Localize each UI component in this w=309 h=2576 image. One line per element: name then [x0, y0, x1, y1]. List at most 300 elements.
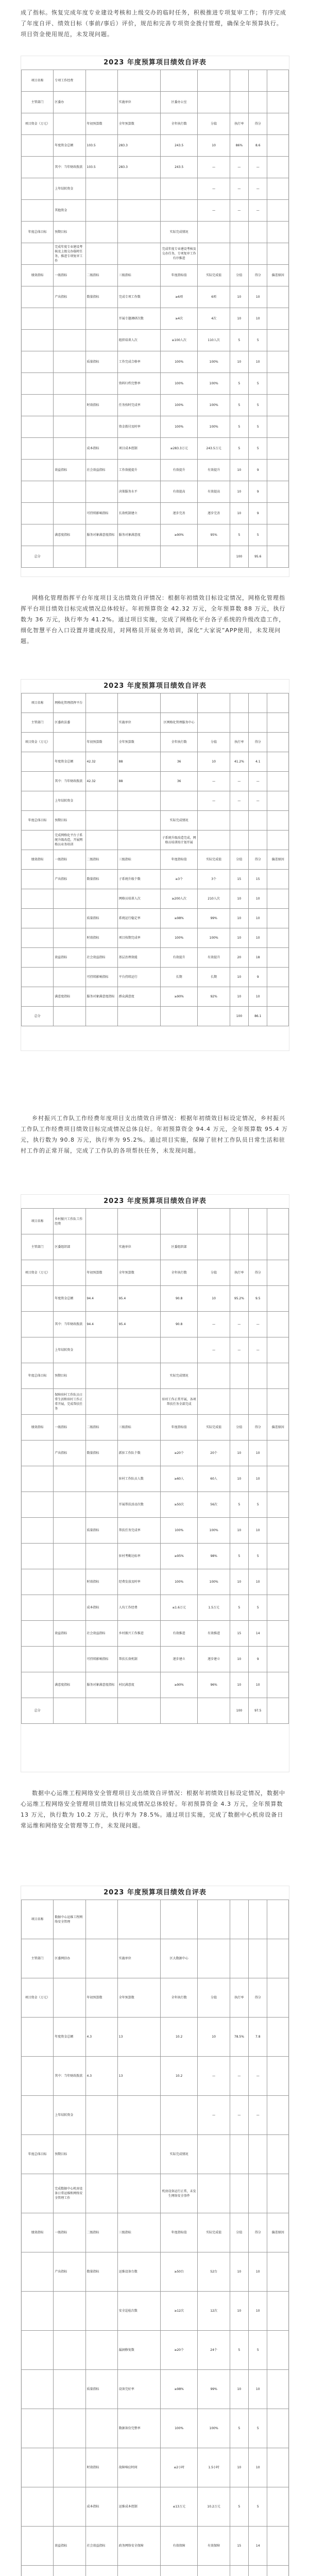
table-cell: 100: [230, 1698, 248, 1724]
table-cell: 项目名称: [22, 70, 54, 92]
table-cell: 其中：当年财政拨款: [54, 2057, 85, 2096]
table-cell: [160, 1900, 198, 1939]
table-cell: [267, 1518, 289, 1544]
table-cell: [249, 693, 267, 713]
table-cell: 项目名称: [22, 1900, 54, 1939]
table-cell: 年度指标值: [160, 265, 198, 286]
table-cell: 95.6: [249, 546, 267, 568]
table-cell: 逐步完善: [160, 503, 198, 524]
table-cell: 10: [230, 308, 248, 330]
table-cell: 10: [249, 1672, 267, 1698]
evaluation-grid: [21, 1900, 289, 2576]
table-row: [22, 200, 289, 222]
table-row: [22, 2292, 289, 2331]
table-cell: [230, 70, 248, 92]
table-cell: [54, 968, 85, 987]
table-cell: [267, 2057, 289, 2096]
table-cell: [22, 2292, 54, 2331]
table-cell: 数量指标: [85, 2252, 117, 2292]
table-cell: 区委办: [54, 92, 85, 113]
table-cell: 年度指标值: [160, 2213, 198, 2252]
evaluation-grid: [21, 1208, 289, 1724]
table-cell: [117, 693, 160, 713]
table-cell: 5: [249, 395, 267, 416]
table-cell: 5: [230, 2409, 248, 2448]
table-row: [22, 870, 289, 889]
table-cell: 5: [230, 395, 248, 416]
table-cell: 10: [230, 2292, 248, 2331]
table-cell: 全年预算数: [117, 1260, 160, 1286]
table-cell: [117, 70, 160, 92]
table-cell: 数量指标: [85, 286, 117, 308]
table-cell: 10: [230, 968, 248, 987]
table-cell: [22, 870, 54, 889]
table-cell: 二级指标: [85, 2213, 117, 2252]
section-paragraph-grid-platform: 网格化管理指挥平台年度项目支出绩效自评情况：根据年初绩效目标设定情况，网格化管理指挥平台项目绩效目标完成情况总体较好。年初预算资金 42.32 万元，全年预算数 88 万元，执行数为 36 万元，执行率为 41.2%。通过项目实施，完成了网格化平台各子系统的升级改造工作，细化智慧平台入口设置并建成投用，对网格员开展业务培训，深化“大家说”APP使用，未发现问题。: [21, 595, 286, 645]
table-cell: 项目名称: [22, 693, 54, 713]
table-cell: 社会效益指标: [85, 1621, 117, 1647]
table-cell: [267, 2566, 289, 2576]
table-row: [22, 2057, 289, 2096]
table-cell: —: [249, 791, 267, 811]
table-cell: [267, 1978, 289, 2018]
table-cell: [267, 2135, 289, 2174]
table-cell: [22, 2096, 54, 2135]
table-row: [22, 948, 289, 968]
table-cell: 10: [198, 752, 230, 772]
table-cell: [85, 200, 117, 222]
table-cell: 分值: [230, 2213, 248, 2252]
table-cell: [54, 1647, 85, 1672]
table-cell: 9.5: [249, 1286, 267, 1312]
table-cell: 执行率: [230, 113, 248, 135]
table-cell: ≥95%: [160, 1544, 198, 1569]
table-cell: [249, 2174, 267, 2213]
table-cell: 10: [249, 1440, 267, 1466]
table-cell: 100%: [198, 395, 230, 416]
table-cell: 110人次: [198, 330, 230, 351]
table-cell: 绩效指标: [22, 1415, 54, 1440]
table-cell: 预期目标: [54, 1363, 85, 1389]
table-cell: [267, 1698, 289, 1724]
table-cell: 年度资金总额: [54, 752, 85, 772]
table-row: [22, 713, 289, 733]
table-cell: 完成年度专业建设考核及上级交办临时任务，推进专项复审工作: [54, 243, 85, 265]
table-cell: 5: [230, 2487, 248, 2527]
table-cell: [267, 2252, 289, 2292]
table-cell: 年初预算数: [85, 733, 117, 752]
table-cell: [160, 178, 198, 200]
table-cell: 78.5%: [230, 2018, 248, 2057]
table-cell: 100%: [160, 2409, 198, 2448]
table-cell: [22, 178, 54, 200]
table-cell: [267, 92, 289, 113]
table-cell: 实际完成情况: [160, 811, 198, 831]
table-cell: 9: [249, 460, 267, 481]
table-cell: 5: [230, 1492, 248, 1518]
table-row: [22, 373, 289, 395]
table-cell: 4.3: [85, 2057, 117, 2096]
table-row: [22, 438, 289, 460]
table-cell: 4.3: [85, 2018, 117, 2057]
table-row: [22, 1595, 289, 1621]
table-cell: [54, 2487, 85, 2527]
table-cell: [117, 2135, 160, 2174]
table-title: 2023 年度预算项目绩效自评表: [104, 1889, 207, 1896]
table-cell: 总分: [22, 1007, 54, 1026]
table-cell: [198, 2135, 230, 2174]
table-cell: 服务对象满意度指标: [85, 1672, 117, 1698]
table-row: [22, 1466, 289, 1492]
table-cell: [267, 524, 289, 546]
table-cell: —: [198, 2057, 230, 2096]
table-row: [22, 791, 289, 811]
table-cell: 长期: [198, 968, 230, 987]
table-cell: 20: [230, 948, 248, 968]
table-cell: 10: [249, 909, 267, 928]
table-cell: 漏洞修复数: [117, 2331, 160, 2370]
table-cell: 分值: [230, 850, 248, 870]
table-cell: [22, 1595, 54, 1621]
table-cell: 总分: [22, 546, 54, 568]
table-row: [22, 909, 289, 928]
table-cell: 210人次: [198, 889, 230, 909]
table-cell: 分值: [230, 265, 248, 286]
table-cell: 年度指标值: [160, 850, 198, 870]
table-cell: 100%: [198, 373, 230, 395]
table-cell: [267, 1337, 289, 1363]
table-cell: 10: [230, 909, 248, 928]
table-cell: [198, 2174, 230, 2213]
table-cell: [160, 70, 198, 92]
table-cell: 区委网信办: [54, 1939, 85, 1978]
table-cell: 二级指标: [85, 850, 117, 870]
table-cell: [230, 1939, 248, 1978]
table-cell: 完成数据中心机房设备日常运维和网络安全管理工作: [54, 2174, 85, 2213]
table-cell: 数量指标: [85, 870, 117, 889]
table-cell: 283.3: [117, 157, 160, 178]
table-cell: [85, 1363, 117, 1389]
table-cell: [267, 870, 289, 889]
table-cell: 满意度指标: [54, 524, 85, 546]
table-cell: 成本指标: [85, 438, 117, 460]
table-cell: [85, 1544, 117, 1569]
table-cell: 15: [249, 870, 267, 889]
table-cell: —: [230, 157, 248, 178]
table-cell: 4.1: [249, 752, 267, 772]
table-cell: 5: [230, 524, 248, 546]
table-cell: [22, 1544, 54, 1569]
table-cell: [267, 1440, 289, 1466]
table-row: [22, 2213, 289, 2252]
table-cell: 5: [249, 1595, 267, 1621]
table-cell: 得分: [249, 2213, 267, 2252]
table-cell: 年度总体目标: [22, 2135, 54, 2174]
table-cell: [117, 243, 160, 265]
table-row: [22, 1415, 289, 1440]
table-cell: [117, 2174, 160, 2213]
table-cell: —: [249, 772, 267, 791]
table-cell: 有效提高: [198, 481, 230, 503]
table-cell: [160, 791, 198, 811]
table-cell: 10: [230, 2252, 248, 2292]
table-cell: [22, 351, 54, 373]
table-cell: —: [198, 2096, 230, 2135]
table-cell: [267, 2018, 289, 2057]
table-cell: 年初预算数: [85, 113, 117, 135]
table-cell: [85, 2566, 117, 2576]
table-cell: 区大数据中心: [160, 1939, 198, 1978]
table-cell: [85, 2292, 117, 2331]
table-cell: 5: [249, 2487, 267, 2527]
table-cell: —: [249, 200, 267, 222]
table-cell: 5: [249, 2331, 267, 2370]
table-cell: [22, 2527, 54, 2566]
table-cell: [267, 395, 289, 416]
table-cell: [267, 1286, 289, 1312]
table-cell: 服务对象满意度: [117, 524, 160, 546]
table-cell: [54, 395, 85, 416]
table-cell: 有效提升: [160, 948, 198, 968]
table-row: [22, 243, 289, 265]
table-row: [22, 1260, 289, 1286]
table-cell: 主管部门: [22, 92, 54, 113]
table-cell: [85, 1492, 117, 1518]
table-cell: —: [249, 2057, 267, 2096]
table-row: [22, 889, 289, 909]
table-row: [22, 1939, 289, 1978]
table-cell: [85, 693, 117, 713]
table-cell: 94.4: [85, 1312, 117, 1337]
table-cell: 86.1: [249, 1007, 267, 1026]
table-cell: 10: [230, 460, 248, 481]
table-cell: [230, 1209, 248, 1234]
table-cell: 10: [249, 2252, 267, 2292]
table-row: [22, 752, 289, 772]
table-cell: 5: [230, 1544, 248, 1569]
table-cell: 时效指标: [85, 928, 117, 948]
table-row: [22, 1492, 289, 1518]
table-cell: 偏差原因: [267, 850, 289, 870]
table-cell: 100%: [198, 928, 230, 948]
table-cell: 预期目标: [54, 222, 85, 243]
table-cell: 社会效益指标: [85, 460, 117, 481]
table-cell: [267, 811, 289, 831]
table-cell: 9: [249, 503, 267, 524]
table-cell: [267, 1595, 289, 1621]
table-cell: 10: [230, 928, 248, 948]
table-cell: [267, 1544, 289, 1569]
table-cell: 5: [230, 373, 248, 395]
table-row: [22, 987, 289, 1007]
table-cell: 42.32: [85, 752, 117, 772]
table-cell: [22, 286, 54, 308]
table-cell: [22, 968, 54, 987]
table-cell: 机房设备运行正常，未发生网络安全事件: [160, 2174, 198, 2213]
table-cell: [22, 948, 54, 968]
table-cell: 安全巡检次数: [117, 2292, 160, 2331]
table-cell: 100%: [160, 416, 198, 438]
table-cell: 三级指标: [117, 1415, 160, 1440]
table-cell: ≥6项: [160, 286, 198, 308]
table-cell: 5: [249, 524, 267, 546]
table-cell: 质量指标: [85, 1518, 117, 1544]
table-row: [22, 1978, 289, 2018]
table-cell: 上年结转资金: [54, 1337, 85, 1363]
table-cell: [230, 1234, 248, 1260]
table-cell: [22, 2331, 54, 2370]
table-cell: 10: [230, 1647, 248, 1672]
table-cell: 全年预算数: [117, 113, 160, 135]
table-row: [22, 2448, 289, 2487]
table-cell: [230, 222, 248, 243]
table-cell: [230, 693, 248, 713]
table-cell: ≥50台: [160, 2252, 198, 2292]
table-cell: 开展专题调研次数: [117, 308, 160, 330]
table-cell: [54, 308, 85, 330]
table-cell: 5: [230, 2331, 248, 2370]
table-row: [22, 2566, 289, 2576]
table-cell: [267, 1260, 289, 1286]
table-cell: [22, 460, 54, 481]
table-cell: 10: [249, 987, 267, 1007]
table-cell: —: [198, 772, 230, 791]
table-cell: [249, 1389, 267, 1415]
table-cell: [117, 1389, 160, 1415]
table-cell: [54, 1260, 85, 1286]
table-row: [22, 481, 289, 503]
table-cell: 实际完成值: [198, 265, 230, 286]
table-row: [22, 1234, 289, 1260]
table-row: [22, 178, 289, 200]
table-cell: [85, 2135, 117, 2174]
table-cell: [267, 1492, 289, 1518]
table-cell: [22, 395, 54, 416]
table-row: [22, 2018, 289, 2057]
table-cell: [267, 460, 289, 481]
table-cell: [249, 2135, 267, 2174]
table-cell: [230, 831, 248, 850]
table-cell: [22, 928, 54, 948]
table-cell: 103.5: [85, 135, 117, 157]
table-cell: 平台持续运行: [117, 968, 160, 987]
table-cell: [117, 1698, 160, 1724]
table-cell: [267, 2370, 289, 2409]
table-cell: [267, 772, 289, 791]
table-cell: 实施单位: [117, 713, 160, 733]
table-cell: 三级指标: [117, 265, 160, 286]
table-cell: [85, 308, 117, 330]
table-cell: 主管部门: [22, 713, 54, 733]
table-row: [22, 1621, 289, 1647]
table-cell: 数据备份完整率: [117, 2409, 160, 2448]
table-cell: [160, 1698, 198, 1724]
table-cell: ≤13万元: [160, 2487, 198, 2527]
table-cell: 可持续影响指标: [85, 1647, 117, 1672]
table-cell: [22, 416, 54, 438]
section-paragraph-rural-team: 乡村振兴工作队工作经费年度项目支出绩效自评情况：根据年初绩效目标设定情况，乡村振兴工作队工作经费项目绩效目标完成情况总体良好。年初预算资金 94.4 万元，全年预算数 95.4 万元，执行数为 90.8 万元，执行率为 95.2%。通过项目实施，保障了驻村工作队员日常生活和驻村工作的正常开展，完成了工作队的各项帮扶任务，未发现问题。: [21, 1115, 288, 1154]
table-cell: [117, 831, 160, 850]
table-cell: 100%: [160, 351, 198, 373]
table-row: [22, 503, 289, 524]
table-cell: [22, 330, 54, 351]
table-cell: 成本指标: [85, 2487, 117, 2527]
table-cell: 质量指标: [85, 351, 117, 373]
table-cell: 年初预算数: [85, 1978, 117, 2018]
table-cell: 10: [230, 503, 248, 524]
table-cell: 完成年度专业建设考核及交办任务，专项复审工作有序推进: [160, 243, 198, 265]
table-row: [22, 351, 289, 373]
table-row: [22, 2331, 289, 2370]
table-cell: [230, 811, 248, 831]
table-cell: [85, 178, 117, 200]
table-cell: ≥100人次: [160, 330, 198, 351]
table-cell: ≥90%: [160, 987, 198, 1007]
table-cell: 项目按期完成率: [117, 928, 160, 948]
table-cell: 分值: [230, 1415, 248, 1440]
table-cell: [198, 1900, 230, 1939]
table-cell: [117, 1007, 160, 1026]
table-cell: 实际完成值: [198, 1415, 230, 1440]
table-cell: [54, 889, 85, 909]
table-cell: 区网格化管理服务中心: [160, 713, 198, 733]
table-cell: [267, 2096, 289, 2135]
table-cell: 区委组织部: [160, 1234, 198, 1260]
table-cell: 执行率: [230, 1978, 248, 2018]
table-cell: 设备完好率: [117, 2370, 160, 2409]
table-cell: [54, 2331, 85, 2370]
table-title: 2023 年度预算项目绩效自评表: [104, 682, 207, 690]
table-cell: 预期目标: [54, 2135, 85, 2174]
table-cell: 10.2: [160, 2018, 198, 2057]
table-cell: [117, 1363, 160, 1389]
table-cell: [160, 546, 198, 568]
table-cell: [22, 2409, 54, 2448]
table-cell: 项目资金（万元）: [22, 113, 54, 135]
table-cell: 偏差原因: [267, 265, 289, 286]
table-cell: [54, 2409, 85, 2448]
table-cell: 283.3: [117, 135, 160, 157]
table-cell: [22, 373, 54, 395]
table-cell: 可持续影响指标: [85, 503, 117, 524]
table-cell: [22, 243, 54, 265]
table-cell: [198, 1234, 230, 1260]
table-cell: [54, 1698, 85, 1724]
table-cell: 分值: [198, 1260, 230, 1286]
table-cell: 实际完成值: [198, 2213, 230, 2252]
table-cell: 9: [249, 968, 267, 987]
table-cell: 专项工作经费: [54, 70, 85, 92]
table-row: [22, 1647, 289, 1672]
table-row: [22, 157, 289, 178]
table-cell: [267, 693, 289, 713]
table-cell: 逐步建立: [160, 1647, 198, 1672]
table-cell: 社会效益指标: [85, 948, 117, 968]
table-cell: 100%: [160, 928, 198, 948]
table-cell: 人均工作经费: [117, 1595, 160, 1621]
table-cell: [160, 200, 198, 222]
table-cell: [160, 1007, 198, 1026]
table-cell: [22, 503, 54, 524]
table-cell: 36: [160, 772, 198, 791]
table-cell: [267, 135, 289, 157]
table-cell: [22, 481, 54, 503]
table-cell: 96%: [198, 1672, 230, 1698]
table-cell: 分值: [198, 733, 230, 752]
table-cell: 主管部门: [22, 1234, 54, 1260]
table-cell: 质量指标: [85, 2370, 117, 2409]
table-cell: 全年预算数: [117, 1978, 160, 2018]
